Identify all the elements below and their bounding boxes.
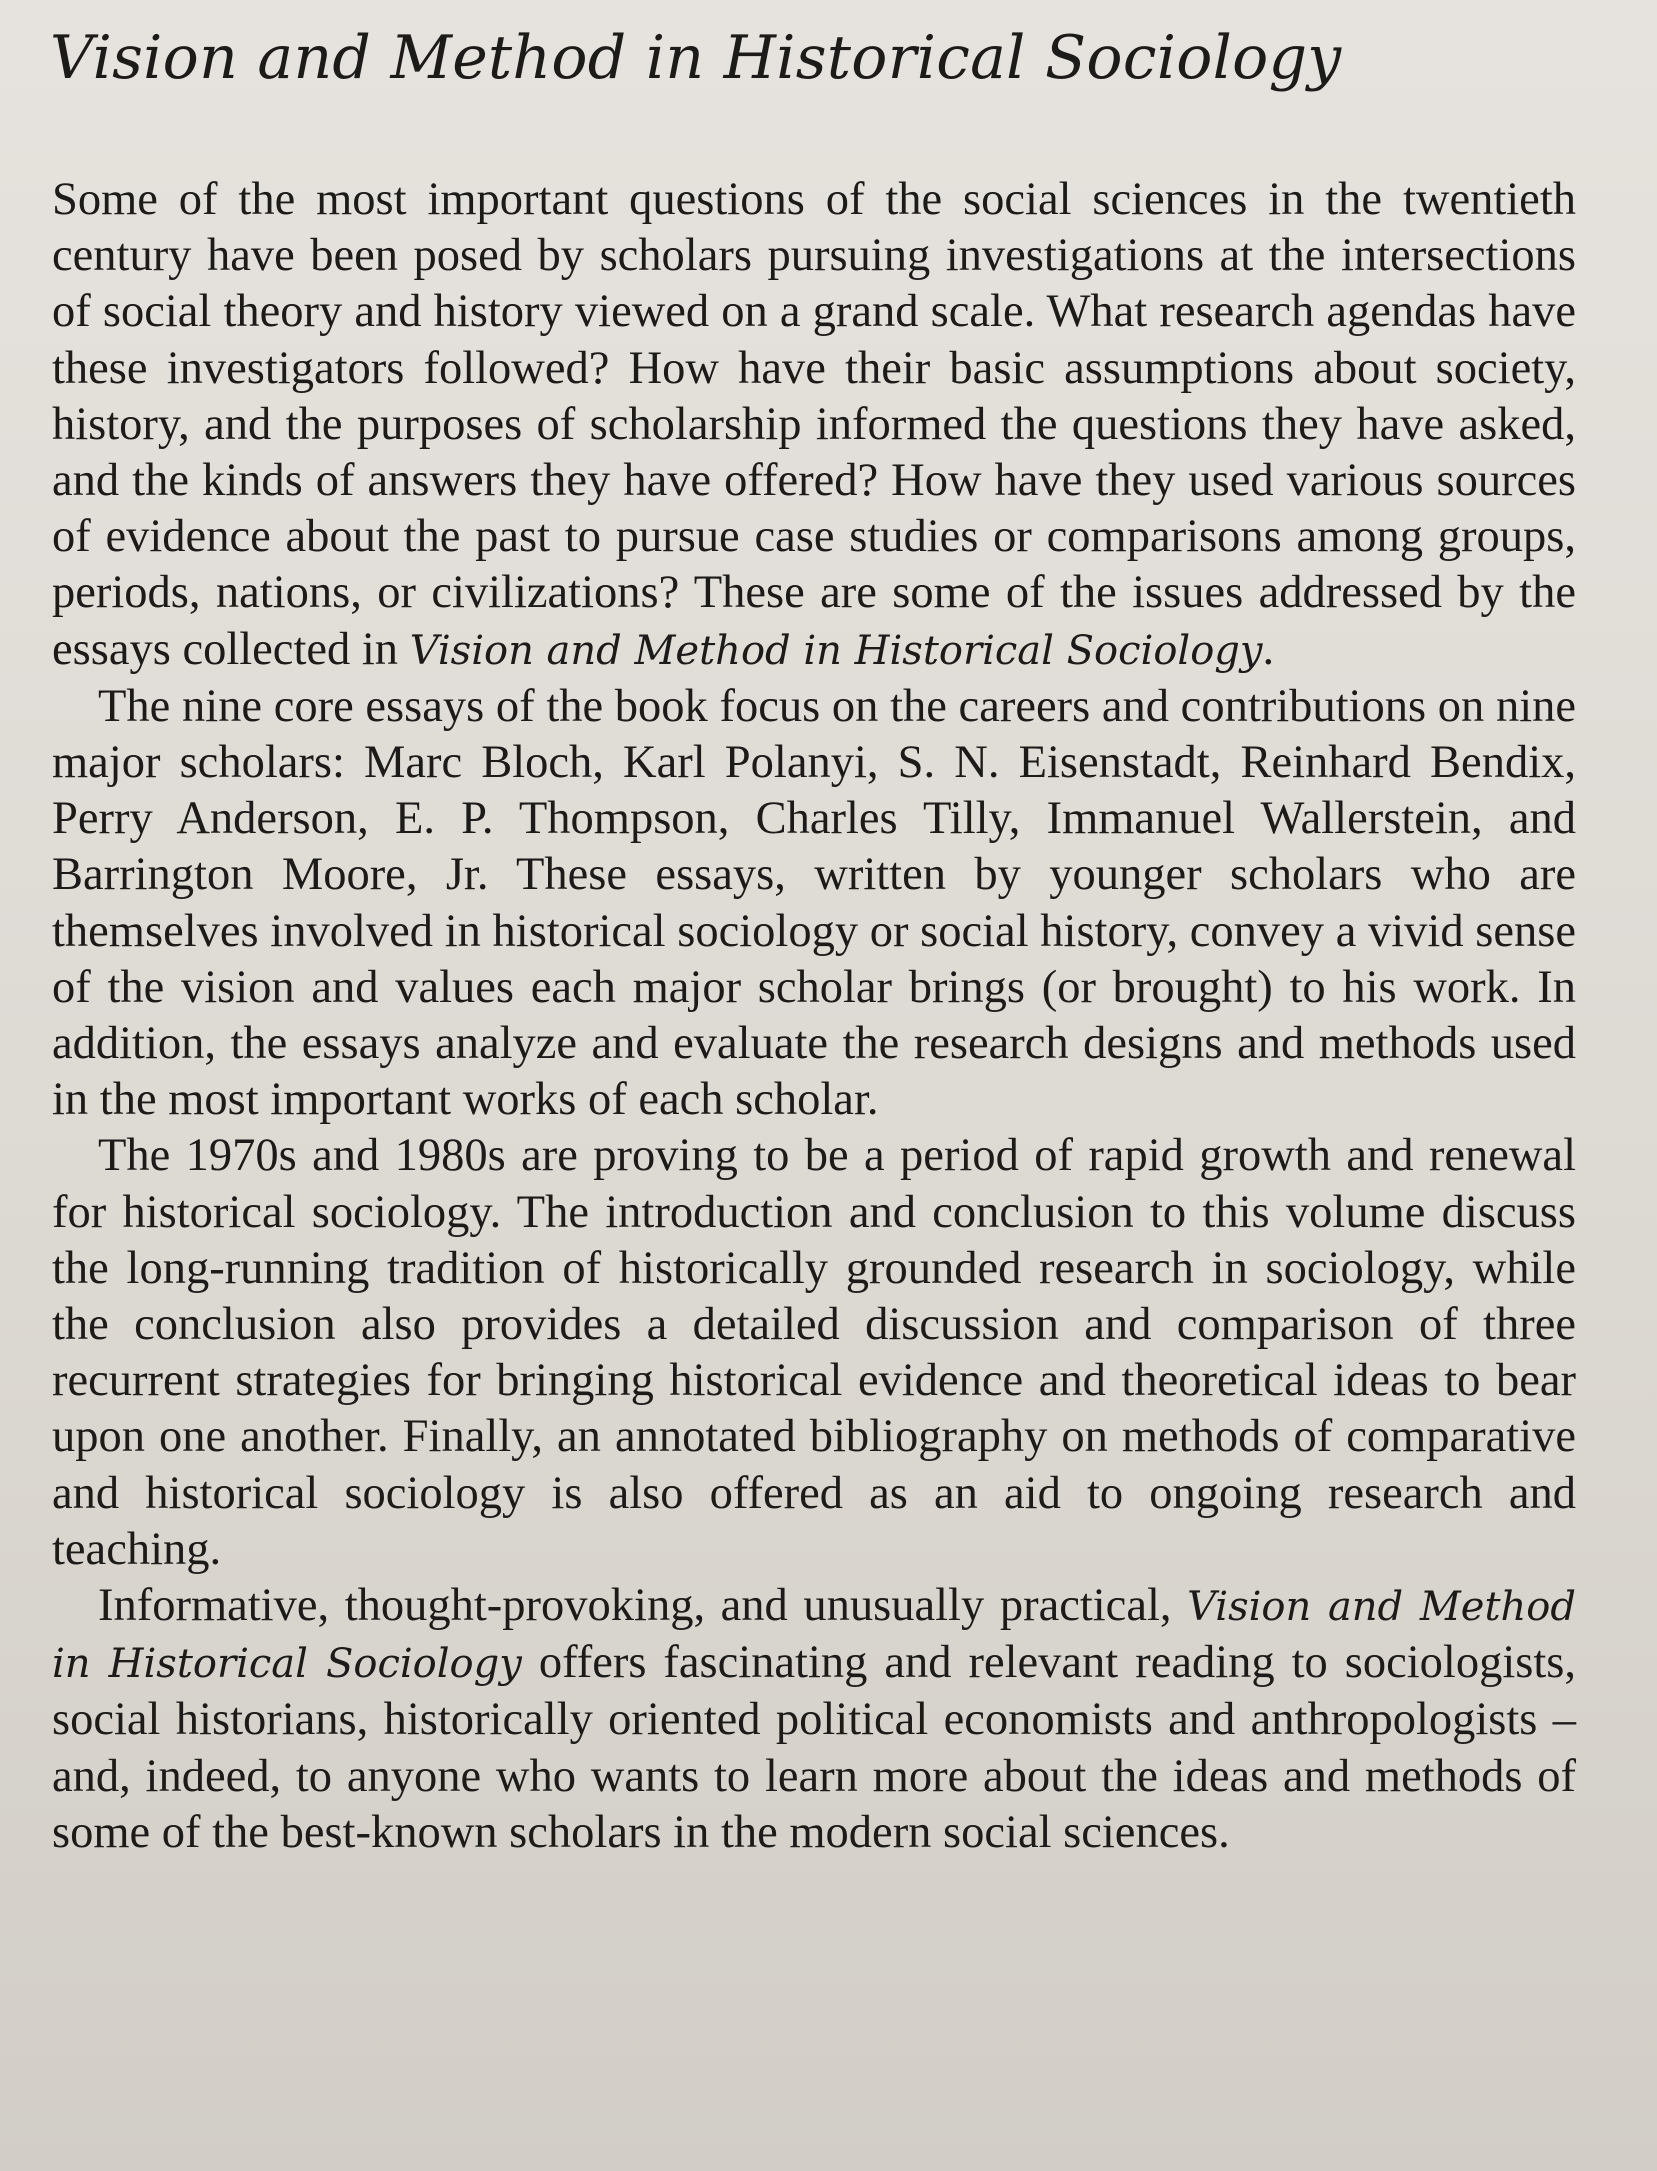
paragraph-text: offers fascinating and relevant reading to sociologists, social historians, historically oriented political economists and anthropologists – and, indeed, to anyone who wants to learn more about the ideas and methods of some of the best-known scholars in the modern social sciences. [52, 1637, 1576, 1858]
paragraph-intro [52, 172, 1576, 679]
description-body [52, 172, 1576, 1861]
paragraph-text: . [1262, 623, 1275, 675]
paragraph-text: The nine core essays of the book focus on the careers and contributions on nine major scholars: Marc Bloch, Karl Polanyi, S. N. Eisenstadt, Reinhard Bendix, Perry Anderson, E. P. Thompson, Charles Tilly, Immanuel Wallerstein, and Barrington Moore, Jr. These essays, written by younger scholars who are themselves involved in historical sociology or social history, convey a vivid sense of the vision and values each major scholar brings (or brought) to his work. In addition, the essays analyze and evaluate the research designs and methods used in the most important works of each scholar. [52, 680, 1576, 1126]
paragraph-closing [52, 1578, 1576, 1861]
book-title-italic: Vision and Method in Historical Sociology [52, 1584, 1576, 1688]
paragraph-text: Some of the most important questions of the social sciences in the twentieth century have been posed by scholars pursuing investigations at the intersections of social theory and history viewed on a grand scale. What research agendas have these investigators followed? How have their basic assumptions about society, history, and the purposes of scholarship informed the questions they have asked, and the kinds of answers they have offered? How have they used various sources of evidence about the past to pursue case studies or comparisons among groups, periods, nations, or civilizations? These are some of the issues addressed by the essays collected in [52, 174, 1576, 675]
book-title-italic: Vision and Method in Historical Sociology [409, 627, 1263, 674]
page-title: Vision and Method in Historical Sociology [50, 23, 1342, 93]
paragraph-text: Informative, thought-provoking, and unusually practical, [98, 1580, 1188, 1632]
paragraph-text: The 1970s and 1980s are proving to be a period of rapid growth and renewal for historical sociology. The introduction and conclusion to this volume discuss the long-running tradition of historically grounded research in sociology, while the conclusion also provides a detailed discussion and comparison of three recurrent strategies for bringing historical evidence and theoretical ideas to bear upon one another. Finally, an annotated bibliography on methods of comparative and historical sociology is also offered as an aid to ongoing research and teaching. [52, 1130, 1576, 1575]
paragraph-growth [52, 1128, 1576, 1578]
paragraph-core-essays [52, 679, 1576, 1129]
